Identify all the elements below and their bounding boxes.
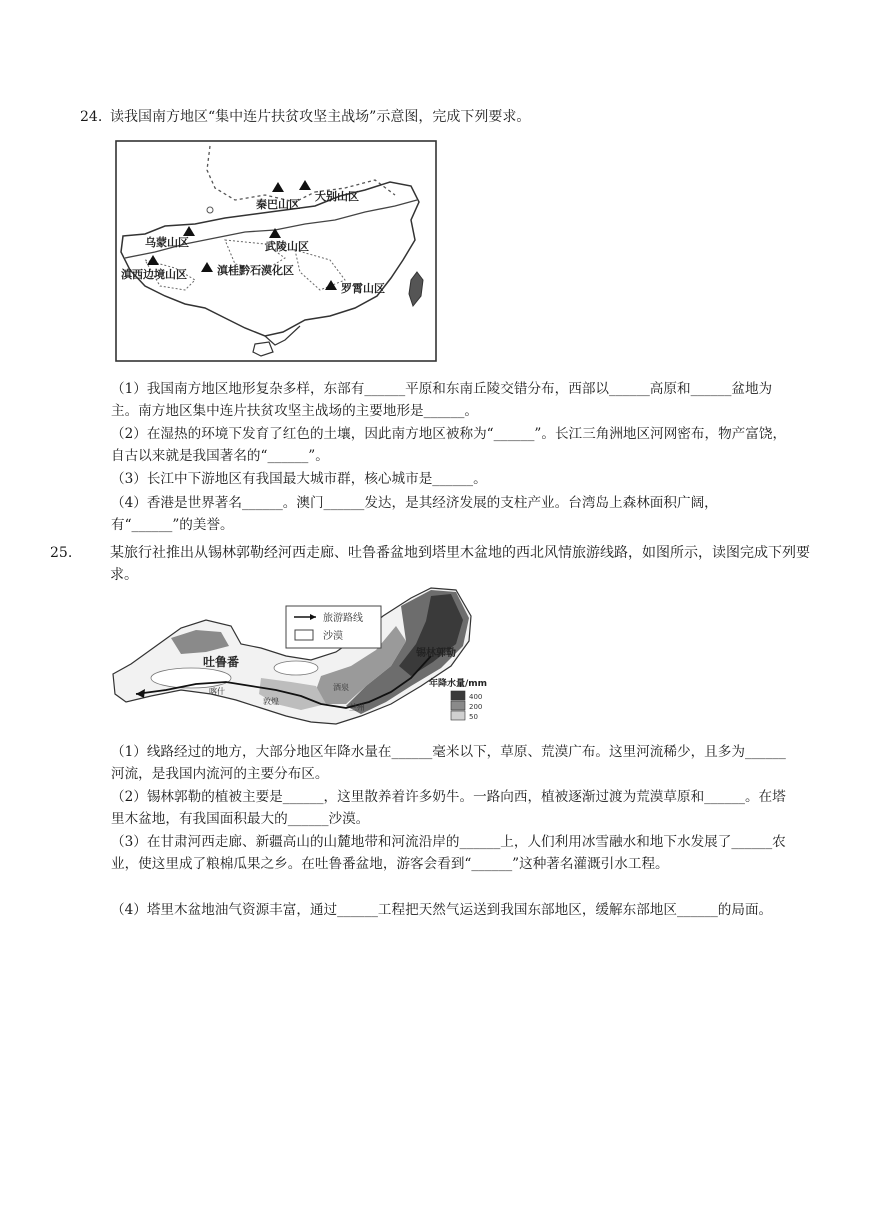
rain-swatch-200 [451,701,465,710]
question-title: 某旅行社推出从锡林郭勒经河西走廊、吐鲁番盆地到塔里木盆地的西北风情旅游线路，如图所示，读图完成下列要求。 [110,545,810,583]
place-label-dunhuang: 敦煌 [263,697,279,706]
q25-part-2: （2）锡林郭勒的植被主要是______，这里散养着许多奶牛。一路向西，植被逐渐过渡为荒漠草原和______。在塔里木盆地，有我国面积最大的______沙漠。 [111,789,786,827]
northwest-map-svg [111,586,506,732]
legend-desert-swatch [295,630,313,640]
place-label-xilingol: 锡林郭勒 [416,648,456,659]
south-china-map-svg [115,140,437,362]
question-title: 读我国南方地区“集中连片扶贫攻坚主战场”示意图，完成下列要求。 [110,109,531,125]
map-label-luoxiao: 罗霄山区 [341,282,385,295]
map-label-dianguiqian: 滇桂黔石漠化区 [217,264,294,277]
map-label-wumeng: 乌蒙山区 [145,236,189,249]
rain-level-50: 50 [469,713,478,721]
q25-part-3: （3）在甘肃河西走廊、新疆高山的山麓地带和河流沿岸的______上，人们利用冰雪融水和地下水发展了______农业，使这里成了粮棉瓜果之乡。在吐鲁番盆地，游客会看到“______”这种著名灌溉引水工程。 [111,834,786,872]
map-label-dabie: 大别山区 [315,190,359,203]
place-label-kashgar: 喀什 [209,687,225,696]
q24-part-3: （3）长江中下游地区有我国最大城市群，核心城市是______。 [111,471,487,487]
rain-swatch-50 [451,711,465,720]
question-number: 25. [50,545,73,561]
rain-level-200: 200 [469,703,483,711]
q24-part-1: （1）我国南方地区地形复杂多样，东部有______平原和东南丘陵交错分布，西部以______高原和______盆地为主。南方地区集中连片扶贫攻坚主战场的主要地形是______。 [111,381,773,419]
rain-level-400: 400 [469,693,483,701]
map-label-wuling: 武陵山区 [265,240,309,253]
question-25-heading [50,542,822,586]
south-china-poverty-map [115,140,437,362]
map-label-dianxi: 滇西边境山区 [121,268,187,281]
q25-part-4: （4）塔里木盆地油气资源丰富，通过______工程把天然气运送到我国东部地区，缓解东部地区______的局面。 [111,902,773,918]
question-number: 24. [80,109,103,125]
rain-legend-title: 年降水量/mm [429,679,488,689]
question-24-heading [80,106,792,128]
rain-swatch-400 [451,691,465,700]
place-label-turpan: 吐鲁番 [203,655,240,669]
q24-part-2: （2）在湿热的环境下发育了红色的土壤，因此南方地区被称为“______”。长江三角洲地区河网密布，物产富饶，自古以来就是我国著名的“______”。 [111,426,787,464]
q24-part-4: （4）香港是世界著名______。澳门______发达，是其经济发展的支柱产业。台湾岛上森林面积广阔，有“______”的美誉。 [111,495,718,533]
place-label-lanzhou: 兰州 [349,703,365,712]
legend-route-label: 旅游路线 [323,613,363,624]
map-label-qinba: 秦巴山区 [256,198,300,211]
q25-part-1: （1）线路经过的地方，大部分地区年降水量在______毫米以下，草原、荒漠广布。这里河流稀少，且多为______河流，是我国内流河的主要分布区。 [111,744,786,782]
northwest-travel-route-map [111,586,506,732]
legend-desert-label: 沙漠 [323,631,343,642]
place-label-jiuquan: 酒泉 [333,683,349,692]
